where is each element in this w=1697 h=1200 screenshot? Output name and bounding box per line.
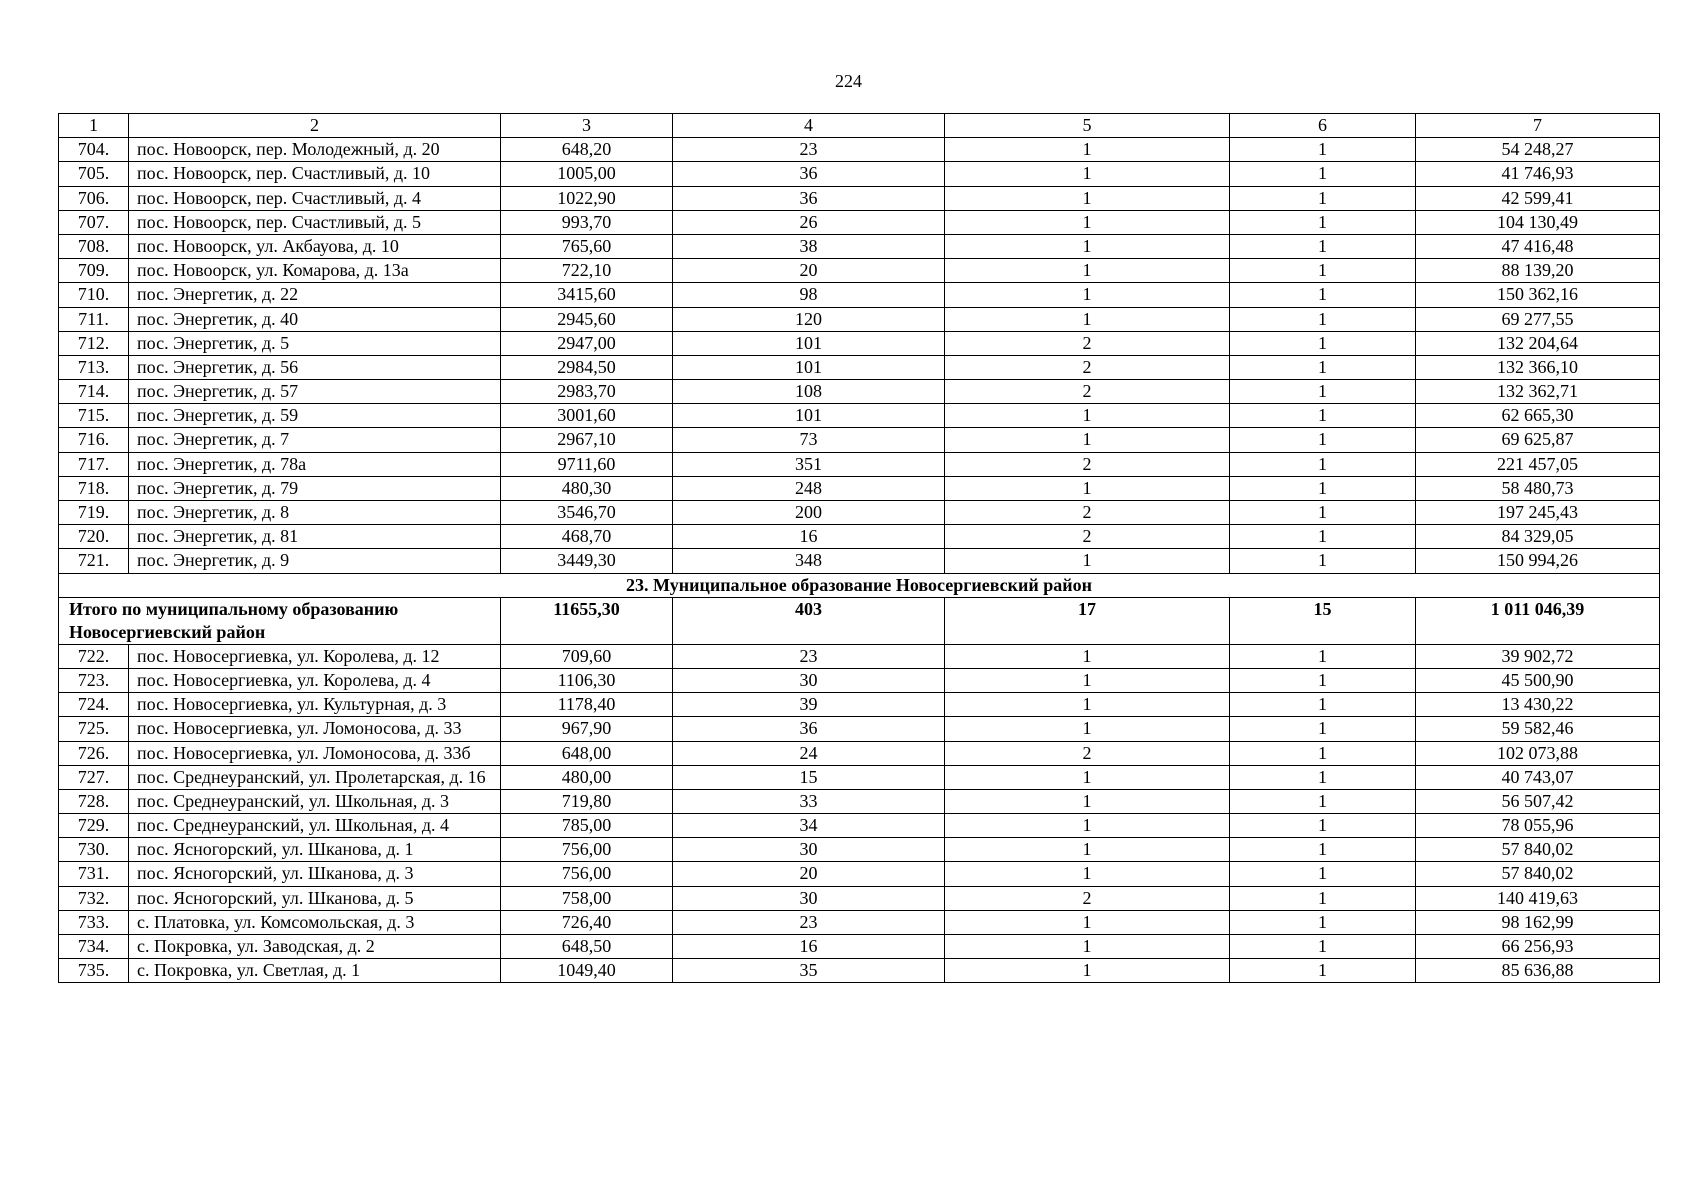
col4-cell: 351: [673, 452, 945, 476]
row-number: 704.: [59, 138, 129, 162]
row-number: 734.: [59, 935, 129, 959]
col4-cell: 20: [673, 259, 945, 283]
col6-cell: 1: [1230, 331, 1416, 355]
row-number: 720.: [59, 525, 129, 549]
col5-cell: 1: [945, 234, 1230, 258]
table-row: [59, 838, 1660, 862]
col4-cell: 16: [673, 525, 945, 549]
col6-cell: 1: [1230, 644, 1416, 668]
amount-cell: 58 480,73: [1416, 476, 1660, 500]
col6-cell: 1: [1230, 959, 1416, 983]
column-header: 4: [673, 114, 945, 138]
table-row: [59, 862, 1660, 886]
table-row: [59, 525, 1660, 549]
table-row: [59, 741, 1660, 765]
row-number: 735.: [59, 959, 129, 983]
amount-cell: 69 277,55: [1416, 307, 1660, 331]
row-number: 726.: [59, 741, 129, 765]
col6-cell: 1: [1230, 886, 1416, 910]
col4-cell: 30: [673, 886, 945, 910]
amount-cell: 39 902,72: [1416, 644, 1660, 668]
address-cell: пос. Новосергиевка, ул. Королева, д. 12: [129, 644, 501, 668]
area-cell: 726,40: [501, 910, 673, 934]
col5-cell: 1: [945, 162, 1230, 186]
col5-cell: 2: [945, 355, 1230, 379]
col5-cell: 1: [945, 814, 1230, 838]
area-cell: 9711,60: [501, 452, 673, 476]
col5-cell: 1: [945, 935, 1230, 959]
address-cell: пос. Среднеуранский, ул. Школьная, д. 3: [129, 789, 501, 813]
total-label: Итого по муниципальному образованию Новосергиевский район: [59, 597, 501, 644]
col4-cell: 348: [673, 549, 945, 573]
total-c4: 403: [673, 597, 945, 644]
area-cell: 2984,50: [501, 355, 673, 379]
table-row: [59, 644, 1660, 668]
row-number: 732.: [59, 886, 129, 910]
amount-cell: 88 139,20: [1416, 259, 1660, 283]
amount-cell: 59 582,46: [1416, 717, 1660, 741]
address-cell: пос. Энергетик, д. 81: [129, 525, 501, 549]
table-row: [59, 814, 1660, 838]
col6-cell: 1: [1230, 501, 1416, 525]
row-number: 729.: [59, 814, 129, 838]
area-cell: 2945,60: [501, 307, 673, 331]
col4-cell: 98: [673, 283, 945, 307]
column-header: 6: [1230, 114, 1416, 138]
area-cell: 722,10: [501, 259, 673, 283]
amount-cell: 78 055,96: [1416, 814, 1660, 838]
area-cell: 758,00: [501, 886, 673, 910]
amount-cell: 40 743,07: [1416, 765, 1660, 789]
col6-cell: 1: [1230, 380, 1416, 404]
address-cell: пос. Энергетик, д. 59: [129, 404, 501, 428]
area-cell: 709,60: [501, 644, 673, 668]
col4-cell: 23: [673, 138, 945, 162]
row-number: 708.: [59, 234, 129, 258]
section-title: 23. Муниципальное образование Новосергиевский район: [59, 573, 1660, 597]
col5-cell: 2: [945, 331, 1230, 355]
column-header: 7: [1416, 114, 1660, 138]
area-cell: 1049,40: [501, 959, 673, 983]
amount-cell: 13 430,22: [1416, 693, 1660, 717]
row-number: 717.: [59, 452, 129, 476]
area-cell: 765,60: [501, 234, 673, 258]
col4-cell: 26: [673, 210, 945, 234]
col6-cell: 1: [1230, 549, 1416, 573]
area-cell: 756,00: [501, 838, 673, 862]
area-cell: 648,20: [501, 138, 673, 162]
total-c6: 15: [1230, 597, 1416, 644]
column-header: 3: [501, 114, 673, 138]
amount-cell: 84 329,05: [1416, 525, 1660, 549]
rows-before-section: [59, 138, 1660, 573]
address-cell: пос. Энергетик, д. 7: [129, 428, 501, 452]
row-number: 714.: [59, 380, 129, 404]
address-cell: с. Покровка, ул. Светлая, д. 1: [129, 959, 501, 983]
row-number: 705.: [59, 162, 129, 186]
rows-after-section: [59, 644, 1660, 983]
col5-cell: 2: [945, 380, 1230, 404]
col6-cell: 1: [1230, 234, 1416, 258]
table-row: [59, 234, 1660, 258]
amount-cell: 132 204,64: [1416, 331, 1660, 355]
col5-cell: 1: [945, 307, 1230, 331]
col6-cell: 1: [1230, 668, 1416, 692]
col4-cell: 24: [673, 741, 945, 765]
address-cell: с. Покровка, ул. Заводская, д. 2: [129, 935, 501, 959]
col6-cell: 1: [1230, 910, 1416, 934]
row-number: 709.: [59, 259, 129, 283]
col4-cell: 73: [673, 428, 945, 452]
amount-cell: 150 362,16: [1416, 283, 1660, 307]
row-number: 730.: [59, 838, 129, 862]
amount-cell: 102 073,88: [1416, 741, 1660, 765]
col5-cell: 1: [945, 838, 1230, 862]
row-number: 706.: [59, 186, 129, 210]
column-header: 1: [59, 114, 129, 138]
col6-cell: 1: [1230, 693, 1416, 717]
table-row: [59, 380, 1660, 404]
amount-cell: 56 507,42: [1416, 789, 1660, 813]
table-row: [59, 210, 1660, 234]
col6-cell: 1: [1230, 259, 1416, 283]
col5-cell: 1: [945, 210, 1230, 234]
amount-cell: 54 248,27: [1416, 138, 1660, 162]
column-header: 2: [129, 114, 501, 138]
amount-cell: 132 362,71: [1416, 380, 1660, 404]
amount-cell: 41 746,93: [1416, 162, 1660, 186]
row-number: 718.: [59, 476, 129, 500]
area-cell: 967,90: [501, 717, 673, 741]
col4-cell: 101: [673, 331, 945, 355]
row-number: 722.: [59, 644, 129, 668]
table-row: [59, 910, 1660, 934]
address-cell: пос. Ясногорский, ул. Шканова, д. 5: [129, 886, 501, 910]
col5-cell: 1: [945, 644, 1230, 668]
col5-cell: 1: [945, 910, 1230, 934]
area-cell: 785,00: [501, 814, 673, 838]
table-row: [59, 186, 1660, 210]
col6-cell: 1: [1230, 765, 1416, 789]
table-row: [59, 476, 1660, 500]
col4-cell: 30: [673, 668, 945, 692]
address-cell: пос. Среднеуранский, ул. Школьная, д. 4: [129, 814, 501, 838]
page-number: 224: [835, 71, 862, 91]
col5-cell: 2: [945, 452, 1230, 476]
col6-cell: 1: [1230, 525, 1416, 549]
table-row: [59, 283, 1660, 307]
amount-cell: 104 130,49: [1416, 210, 1660, 234]
address-cell: пос. Энергетик, д. 9: [129, 549, 501, 573]
col6-cell: 1: [1230, 935, 1416, 959]
col6-cell: 1: [1230, 186, 1416, 210]
col4-cell: 16: [673, 935, 945, 959]
area-cell: 3449,30: [501, 549, 673, 573]
col5-cell: 1: [945, 959, 1230, 983]
amount-cell: 42 599,41: [1416, 186, 1660, 210]
housing-table: [58, 113, 1660, 983]
row-number: 727.: [59, 765, 129, 789]
col4-cell: 101: [673, 404, 945, 428]
row-number: 728.: [59, 789, 129, 813]
row-number: 724.: [59, 693, 129, 717]
table-row: [59, 138, 1660, 162]
table-row: [59, 717, 1660, 741]
area-cell: 480,30: [501, 476, 673, 500]
col4-cell: 200: [673, 501, 945, 525]
table-row: [59, 331, 1660, 355]
address-cell: пос. Новосергиевка, ул. Культурная, д. 3: [129, 693, 501, 717]
col5-cell: 1: [945, 476, 1230, 500]
row-number: 723.: [59, 668, 129, 692]
section-title-row: [59, 573, 1660, 597]
row-number: 707.: [59, 210, 129, 234]
amount-cell: 47 416,48: [1416, 234, 1660, 258]
area-cell: 1005,00: [501, 162, 673, 186]
row-number: 716.: [59, 428, 129, 452]
row-number: 715.: [59, 404, 129, 428]
col4-cell: 101: [673, 355, 945, 379]
col6-cell: 1: [1230, 283, 1416, 307]
table-row: [59, 935, 1660, 959]
row-number: 725.: [59, 717, 129, 741]
address-cell: с. Платовка, ул. Комсомольская, д. 3: [129, 910, 501, 934]
col4-cell: 15: [673, 765, 945, 789]
col6-cell: 1: [1230, 717, 1416, 741]
col4-cell: 248: [673, 476, 945, 500]
col4-cell: 120: [673, 307, 945, 331]
col5-cell: 1: [945, 259, 1230, 283]
amount-cell: 132 366,10: [1416, 355, 1660, 379]
col6-cell: 1: [1230, 838, 1416, 862]
amount-cell: 150 994,26: [1416, 549, 1660, 573]
table-row: [59, 501, 1660, 525]
row-number: 713.: [59, 355, 129, 379]
col6-cell: 1: [1230, 162, 1416, 186]
amount-cell: 57 840,02: [1416, 838, 1660, 862]
col4-cell: 23: [673, 644, 945, 668]
col5-cell: 1: [945, 693, 1230, 717]
address-cell: пос. Энергетик, д. 5: [129, 331, 501, 355]
address-cell: пос. Новоорск, пер. Молодежный, д. 20: [129, 138, 501, 162]
address-cell: пос. Ясногорский, ул. Шканова, д. 1: [129, 838, 501, 862]
col5-cell: 1: [945, 717, 1230, 741]
row-number: 731.: [59, 862, 129, 886]
col5-cell: 2: [945, 501, 1230, 525]
col4-cell: 23: [673, 910, 945, 934]
address-cell: пос. Новосергиевка, ул. Ломоносова, д. 33б: [129, 741, 501, 765]
table-row: [59, 404, 1660, 428]
amount-cell: 66 256,93: [1416, 935, 1660, 959]
amount-cell: 98 162,99: [1416, 910, 1660, 934]
row-number: 721.: [59, 549, 129, 573]
amount-cell: 57 840,02: [1416, 862, 1660, 886]
address-cell: пос. Энергетик, д. 57: [129, 380, 501, 404]
table-row: [59, 452, 1660, 476]
area-cell: 2947,00: [501, 331, 673, 355]
area-cell: 2967,10: [501, 428, 673, 452]
table-row: [59, 259, 1660, 283]
col4-cell: 34: [673, 814, 945, 838]
col4-cell: 36: [673, 717, 945, 741]
col5-cell: 2: [945, 886, 1230, 910]
table-row: [59, 162, 1660, 186]
address-cell: пос. Новоорск, пер. Счастливый, д. 10: [129, 162, 501, 186]
area-cell: 3001,60: [501, 404, 673, 428]
amount-cell: 45 500,90: [1416, 668, 1660, 692]
col6-cell: 1: [1230, 789, 1416, 813]
col6-cell: 1: [1230, 862, 1416, 886]
col6-cell: 1: [1230, 741, 1416, 765]
address-cell: пос. Новоорск, ул. Комарова, д. 13а: [129, 259, 501, 283]
area-cell: 1178,40: [501, 693, 673, 717]
area-cell: 480,00: [501, 765, 673, 789]
amount-cell: 62 665,30: [1416, 404, 1660, 428]
column-number-row: [59, 114, 1660, 138]
address-cell: пос. Новосергиевка, ул. Ломоносова, д. 33: [129, 717, 501, 741]
col6-cell: 1: [1230, 452, 1416, 476]
total-c5: 17: [945, 597, 1230, 644]
amount-cell: 140 419,63: [1416, 886, 1660, 910]
address-cell: пос. Новоорск, пер. Счастливый, д. 5: [129, 210, 501, 234]
address-cell: пос. Энергетик, д. 8: [129, 501, 501, 525]
address-cell: пос. Энергетик, д. 79: [129, 476, 501, 500]
col4-cell: 20: [673, 862, 945, 886]
col5-cell: 1: [945, 549, 1230, 573]
address-cell: пос. Новосергиевка, ул. Королева, д. 4: [129, 668, 501, 692]
table-row: [59, 668, 1660, 692]
row-number: 712.: [59, 331, 129, 355]
area-cell: 648,50: [501, 935, 673, 959]
address-cell: пос. Новоорск, ул. Акбауова, д. 10: [129, 234, 501, 258]
col5-cell: 2: [945, 741, 1230, 765]
table-row: [59, 549, 1660, 573]
col4-cell: 36: [673, 162, 945, 186]
area-cell: 468,70: [501, 525, 673, 549]
amount-cell: 85 636,88: [1416, 959, 1660, 983]
col5-cell: 1: [945, 283, 1230, 307]
row-number: 719.: [59, 501, 129, 525]
address-cell: пос. Новоорск, пер. Счастливый, д. 4: [129, 186, 501, 210]
col4-cell: 39: [673, 693, 945, 717]
address-cell: пос. Энергетик, д. 22: [129, 283, 501, 307]
col5-cell: 2: [945, 525, 1230, 549]
row-number: 733.: [59, 910, 129, 934]
area-cell: 719,80: [501, 789, 673, 813]
col5-cell: 1: [945, 862, 1230, 886]
table-row: [59, 307, 1660, 331]
area-cell: 2983,70: [501, 380, 673, 404]
area-cell: 3415,60: [501, 283, 673, 307]
col5-cell: 1: [945, 428, 1230, 452]
col5-cell: 1: [945, 186, 1230, 210]
column-header: 5: [945, 114, 1230, 138]
area-cell: 648,00: [501, 741, 673, 765]
col5-cell: 1: [945, 138, 1230, 162]
col4-cell: 38: [673, 234, 945, 258]
col6-cell: 1: [1230, 814, 1416, 838]
amount-cell: 197 245,43: [1416, 501, 1660, 525]
col5-cell: 1: [945, 668, 1230, 692]
col6-cell: 1: [1230, 428, 1416, 452]
col5-cell: 1: [945, 789, 1230, 813]
address-cell: пос. Ясногорский, ул. Шканова, д. 3: [129, 862, 501, 886]
col4-cell: 35: [673, 959, 945, 983]
col6-cell: 1: [1230, 210, 1416, 234]
table-row: [59, 789, 1660, 813]
section-total-row: [59, 597, 1660, 644]
col4-cell: 30: [673, 838, 945, 862]
col6-cell: 1: [1230, 355, 1416, 379]
address-cell: пос. Энергетик, д. 78а: [129, 452, 501, 476]
table-row: [59, 693, 1660, 717]
area-cell: 756,00: [501, 862, 673, 886]
col5-cell: 1: [945, 404, 1230, 428]
col6-cell: 1: [1230, 476, 1416, 500]
col5-cell: 1: [945, 765, 1230, 789]
col4-cell: 108: [673, 380, 945, 404]
address-cell: пос. Среднеуранский, ул. Пролетарская, д. 16: [129, 765, 501, 789]
address-cell: пос. Энергетик, д. 56: [129, 355, 501, 379]
amount-cell: 221 457,05: [1416, 452, 1660, 476]
total-c7: 1 011 046,39: [1416, 597, 1660, 644]
area-cell: 993,70: [501, 210, 673, 234]
address-cell: пос. Энергетик, д. 40: [129, 307, 501, 331]
table-row: [59, 355, 1660, 379]
area-cell: 1022,90: [501, 186, 673, 210]
section-block: [59, 573, 1660, 644]
total-c3: 11655,30: [501, 597, 673, 644]
table-row: [59, 428, 1660, 452]
row-number: 711.: [59, 307, 129, 331]
area-cell: 3546,70: [501, 501, 673, 525]
row-number: 710.: [59, 283, 129, 307]
col4-cell: 33: [673, 789, 945, 813]
amount-cell: 69 625,87: [1416, 428, 1660, 452]
table-row: [59, 959, 1660, 983]
area-cell: 1106,30: [501, 668, 673, 692]
col4-cell: 36: [673, 186, 945, 210]
col6-cell: 1: [1230, 138, 1416, 162]
table-row: [59, 886, 1660, 910]
col6-cell: 1: [1230, 307, 1416, 331]
col6-cell: 1: [1230, 404, 1416, 428]
table-row: [59, 765, 1660, 789]
